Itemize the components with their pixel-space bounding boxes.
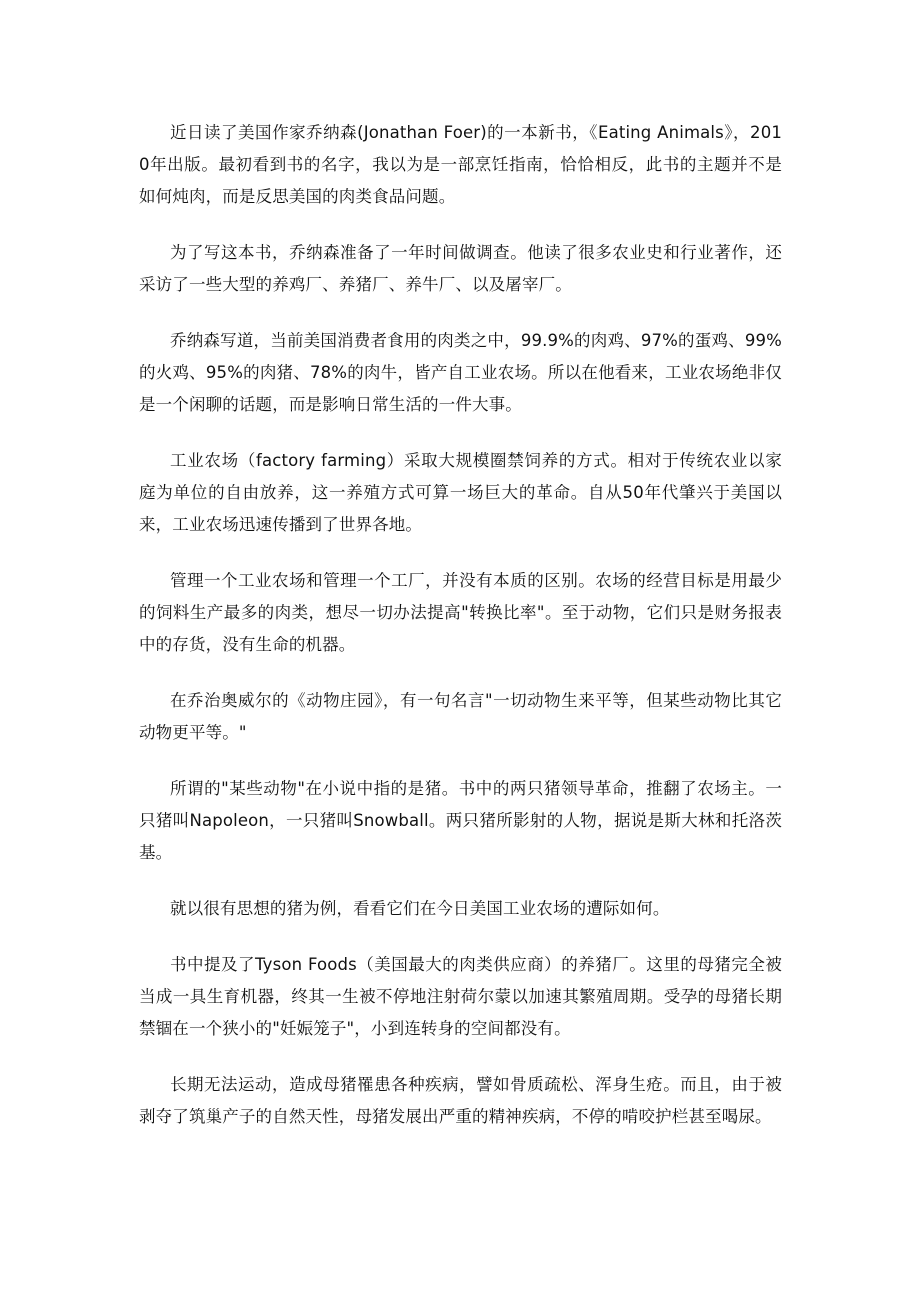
- paragraph-8: 就以很有思想的猪为例，看看它们在今日美国工业农场的遭际如何。: [170, 899, 670, 918]
- paragraph-9: 书中提及了Tyson Foods（美国最大的肉类供应商）的养猪厂。这里的母猪完全被当成一具生育机器，终其一生被不停地注射荷尔蒙以加速其繁殖周期。受孕的母猪长期禁锢在一个狭小的"妊娠笼子"，小到连转身的空间都没有。: [139, 955, 782, 1038]
- paragraph-2: 为了写这本书，乔纳森准备了一年时间做调查。他读了很多农业史和行业著作，还采访了一些大型的养鸡厂、养猪厂、养牛厂、以及屠宰厂。: [139, 243, 782, 294]
- paragraph-7: 所谓的"某些动物"在小说中指的是猪。书中的两只猪领导革命，推翻了农场主。一只猪叫Napoleon，一只猪叫Snowball。两只猪所影射的人物，据说是斯大林和托洛茨基。: [139, 779, 782, 862]
- paragraph-6: 在乔治奥威尔的《动物庄园》，有一句名言"一切动物生来平等，但某些动物比其它动物更平等。": [139, 691, 782, 742]
- paragraph-4: 工业农场（factory farming）采取大规模圈禁饲养的方式。相对于传统农业以家庭为单位的自由放养，这一养殖方式可算一场巨大的革命。自从50年代肇兴于美国以来，工业农场迅速传播到了世界各地。: [139, 451, 782, 534]
- paragraph-3: 乔纳森写道，当前美国消费者食用的肉类之中，99.9%的肉鸡、97%的蛋鸡、99%的火鸡、95%的肉猪、78%的肉牛，皆产自工业农场。所以在他看来，工业农场绝非仅是一个闲聊的话题，而是影响日常生活的一件大事。: [139, 331, 782, 414]
- paragraph-10: 长期无法运动，造成母猪罹患各种疾病，譬如骨质疏松、浑身生疮。而且，由于被剥夺了筑巢产子的自然天性，母猪发展出严重的精神疾病，不停的啃咬护栏甚至喝尿。: [139, 1075, 782, 1126]
- paragraph-1: 近日读了美国作家乔纳森(Jonathan Foer)的一本新书，《Eating Animals》，2010年出版。最初看到书的名字，我以为是一部烹饪指南，恰恰相反，此书的主题并不是如何炖肉，而是反思美国的肉类食品问题。: [139, 123, 782, 206]
- paragraph-5: 管理一个工业农场和管理一个工厂，并没有本质的区别。农场的经营目标是用最少的饲料生产最多的肉类，想尽一切办法提高"转换比率"。至于动物，它们只是财务报表中的存货，没有生命的机器。: [139, 571, 782, 654]
- article-body: [139, 117, 782, 1157]
